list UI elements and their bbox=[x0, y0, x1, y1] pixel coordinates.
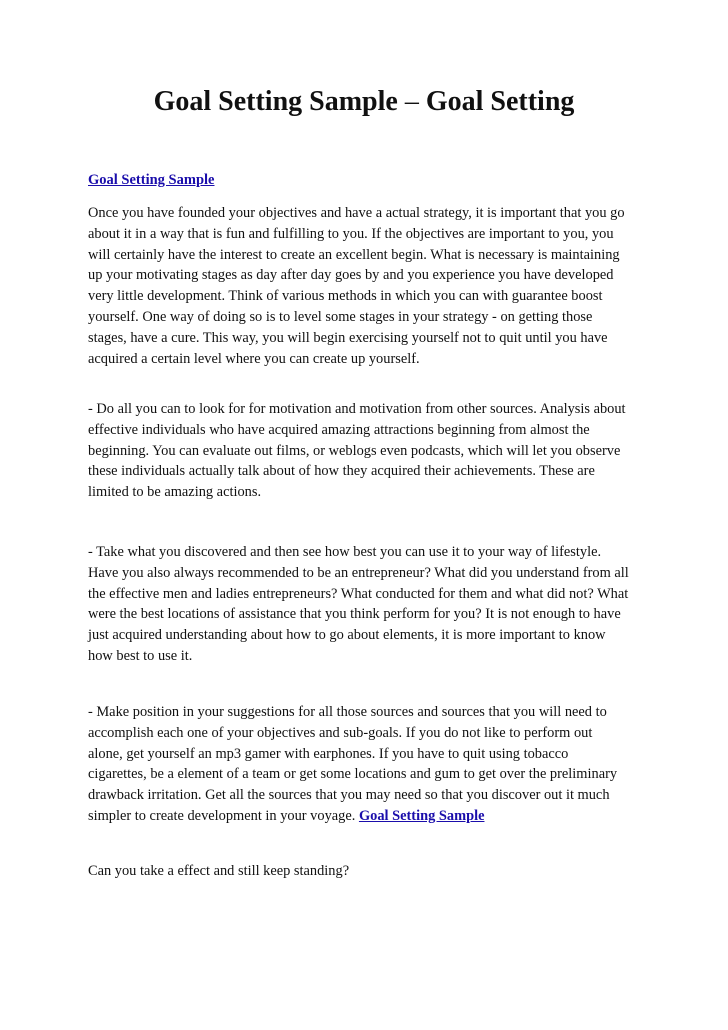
inline-goal-setting-link[interactable]: Goal Setting Sample bbox=[358, 807, 485, 824]
paragraph-line: these individuals actually talk about of how they acquired their achievements. These are bbox=[88, 463, 595, 480]
paragraph-line: Can you take a effect and still keep standing? bbox=[88, 863, 350, 879]
paragraph-line: just acquired understanding about how to go about elements, it is more important to know bbox=[88, 627, 606, 644]
paragraph-line: about it in a way that is fun and fulfilling to you. If the objectives are important to you, you bbox=[88, 225, 614, 242]
paragraph-2 bbox=[88, 399, 648, 503]
subheading-link[interactable]: Goal Setting Sample bbox=[88, 172, 215, 188]
paragraph-4 bbox=[88, 702, 648, 827]
paragraph-line: limited to be amazing actions. bbox=[88, 484, 262, 501]
paragraph-line: - Take what you discovered and then see how best you can use it to your way of lifestyle. bbox=[88, 544, 602, 560]
paragraph-line: stages, have a cure. This way, you will begin exercising yourself not to quit until you have bbox=[88, 329, 608, 346]
title-main: Goal Setting Sample bbox=[153, 86, 398, 117]
paragraph-line: yourself. One way of doing so is to level some stages in your strategy - on getting those bbox=[88, 308, 593, 325]
document-title bbox=[0, 84, 728, 120]
paragraph-line: drawback irritation. Get all the sources that you may need so that you discover out it much bbox=[88, 787, 610, 804]
subheading bbox=[88, 170, 214, 190]
paragraph-line: alone, get yourself an mp3 gamer with earphones. If you have to quit using tobacco bbox=[88, 745, 569, 762]
paragraph-line: cigarettes, be a element of a team or get some locations and gum to get over the preliminary bbox=[88, 766, 618, 783]
paragraph-line: how best to use it. bbox=[88, 647, 193, 664]
paragraph-line: very little development. Think of various methods in which you can with guarantee boost bbox=[88, 288, 603, 305]
paragraph-line: will certainly have the interest to create an excellent begin. What is necessary is maintaining bbox=[88, 246, 620, 263]
paragraph-1 bbox=[88, 203, 648, 369]
paragraph-line: were the best locations of assistance that you think perform for you? It is not enough to have bbox=[88, 606, 621, 623]
paragraph-line: Once you have founded your objectives and have a actual strategy, it is important that you go bbox=[88, 205, 625, 221]
paragraph-line-with-link bbox=[88, 806, 648, 827]
paragraph-line-text: simpler to create development in your voyage. bbox=[88, 807, 359, 824]
paragraph-line: acquired a certain level where you can create up yourself. bbox=[88, 350, 420, 367]
paragraph-line: beginning. You can evaluate out films, or weblogs even podcasts, which will let you observe bbox=[88, 442, 621, 459]
paragraph-line: - Do all you can to look for for motivation and motivation from other sources. Analysis about bbox=[88, 401, 626, 417]
title-secondary: Goal Setting bbox=[425, 86, 575, 117]
paragraph-line: - Make position in your suggestions for all those sources and sources that you will need to bbox=[88, 704, 607, 720]
paragraph-line: accomplish each one of your objectives and sub-goals. If you do not like to perform out bbox=[88, 724, 593, 741]
paragraph-line: up your motivating stages as day after day goes by and you experience you have developed bbox=[88, 267, 614, 284]
title-dash: – bbox=[397, 86, 426, 117]
paragraph-line: effective individuals who have acquired amazing attractions beginning from almost the bbox=[88, 421, 590, 438]
paragraph-3 bbox=[88, 542, 648, 667]
paragraph-line: Have you also always recommended to be an entrepreneur? What did you understand from all bbox=[88, 564, 629, 581]
paragraph-5 bbox=[88, 861, 648, 882]
paragraph-line: the effective men and ladies entrepreneurs? What conducted for them and what did not? What bbox=[88, 585, 629, 602]
